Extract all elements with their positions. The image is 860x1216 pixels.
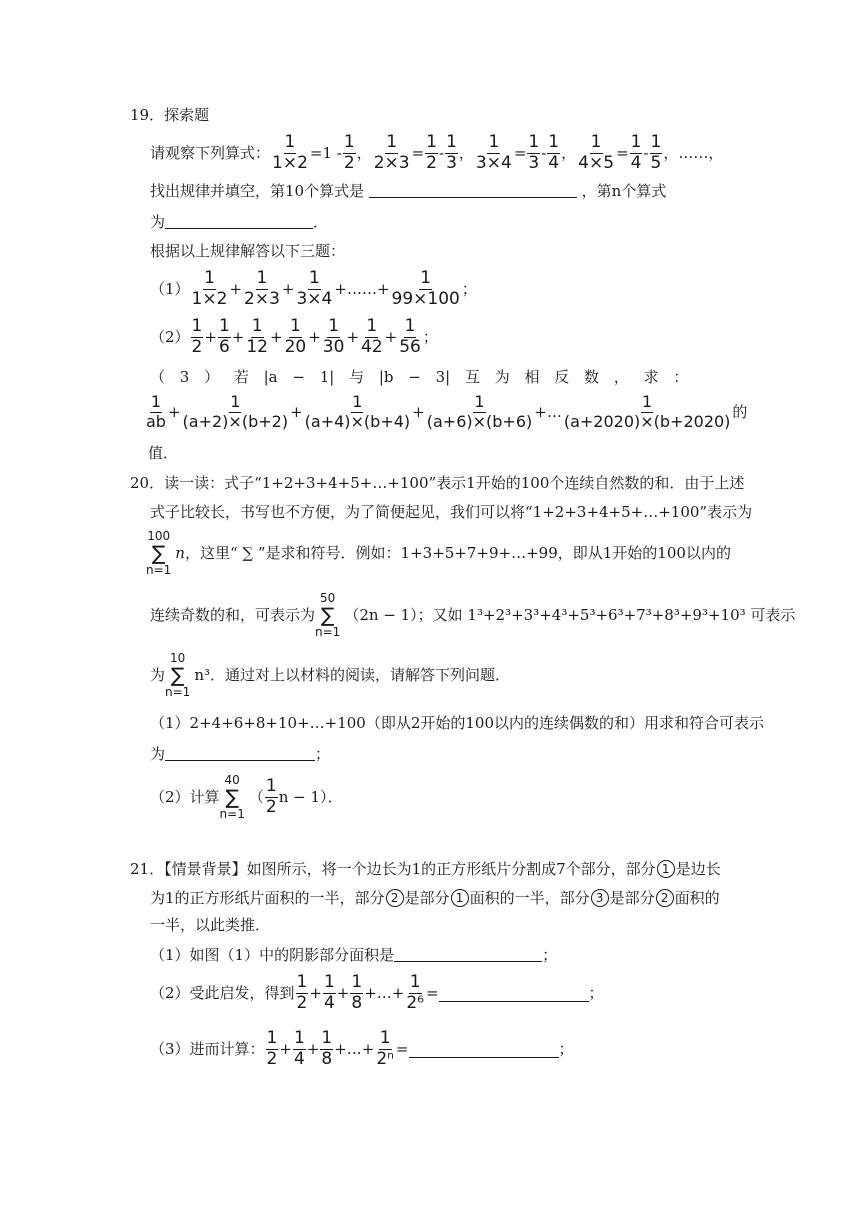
p2-term: $\frac{1}{20}$	[284, 316, 307, 357]
q21-part3: （3）进而计算： $\frac{1}{2}$ + $\frac{1}{4}$ + $\frac{1}{8}$ +…+ $\frac{1}{\text{2ⁿ}}$ = ；	[150, 1028, 574, 1069]
p2-term: $\frac{1}{12}$	[246, 316, 268, 357]
p3-de: 的	[732, 402, 748, 421]
circled-2: 2	[386, 889, 404, 907]
q19-eq3-eq: =	[513, 143, 527, 162]
q19-eq4-eq: =	[616, 143, 629, 162]
q19-part3-expr: $\frac{1}{ab}$ + $\frac{1}{(a+2)\times(b+2)}$ + $\frac{1}{(a+4)\times(b+4)}$ + $\frac{1}{(a+6)\times(b+6)}$ +… $\frac{1}{(a+2020)\times(b+2020)}$ 的	[146, 392, 748, 431]
p2-term: $\frac{1}{6}$	[218, 316, 230, 357]
p2-term: $\frac{1}{56}$	[399, 316, 421, 357]
q20-line4-text: 连续奇数的和，可表示为	[150, 605, 316, 624]
p-term: $\frac{1}{4}$	[323, 972, 335, 1013]
q19-part3-label: （ 3 ） 若 |a − 1| 与 |b − 3| 互 为 相 反 数 ， 求 ：	[150, 368, 689, 386]
q20-part1-blank-line	[150, 747, 330, 762]
q19-eq2-lhs: $\frac{1}{2\times 3}$	[373, 132, 410, 173]
p1-dots: +……+	[334, 279, 390, 298]
comma: ，	[356, 143, 372, 162]
p3-dots: +…	[534, 402, 562, 421]
answer-blank-nth[interactable]	[165, 227, 313, 229]
q21-part1-text: （1）如图（1）中的阴影部分面积是	[150, 946, 395, 964]
q19-eq2-b: $\frac{1}{3}$	[446, 132, 457, 173]
circled-1: 1	[451, 889, 469, 907]
q21-line2	[150, 889, 720, 907]
q21-line2-text: 是部分	[609, 889, 655, 907]
p1-term-3: $\frac{1}{3\times 4}$	[296, 268, 333, 309]
q20-line1: 20．读一读：式子“1+2+3+4+5+…+100”表示1开始的100个连续自然数的和．由于上述	[130, 474, 745, 492]
q21-line2-text: 面积的	[674, 889, 720, 907]
q19-part3-zhi: 值．	[148, 444, 179, 462]
q21-line1-text: 21．【情景背景】如图所示，将一个边长为1的正方形纸片分割成7个部分，部分	[130, 860, 656, 878]
equals: =	[425, 983, 439, 1002]
dots: +…+	[334, 1039, 375, 1058]
q20-part2	[150, 774, 343, 820]
p-term: $\frac{1}{2}$	[266, 1028, 278, 1069]
q19-tail: ，……，	[663, 143, 724, 162]
q21-line2-text: 是部分	[404, 889, 450, 907]
p-term: $\frac{1}{4}$	[293, 1028, 305, 1069]
p2-term: $\frac{1}{42}$	[361, 316, 383, 357]
q19-eq4-b: $\frac{1}{5}$	[650, 132, 662, 173]
var-n: n	[175, 543, 185, 562]
q21-line2-text: 面积的一半，部分	[469, 889, 590, 907]
q19-eq4-a: $\frac{1}{4}$	[630, 132, 642, 173]
sum-symbol-10: 10 ∑ n=1	[165, 651, 191, 699]
q21-part3-text: （3）进而计算：	[150, 1039, 265, 1058]
q19-eq2-minus: -	[439, 143, 445, 162]
q20-line2: 式子比较长，书写也不方便，为了简便起见，我们可以将“1+2+3+4+5+…+100”表示为	[150, 503, 753, 521]
q19-nth-text: ，第n个算式	[581, 182, 667, 200]
comma: ，	[458, 143, 474, 162]
q20-line3	[146, 530, 731, 576]
q19-intro: 请观察下列算式：	[150, 143, 271, 162]
q20-line4-text-b: （2n − 1）；又如 1³+2³+3³+4³+5³+6³+7³+8³+9³+10³ 可表示	[344, 605, 796, 624]
sum-symbol-40: 40 ∑ n=1	[219, 773, 245, 821]
semicolon: ；	[558, 1039, 574, 1058]
q20-part1: （1）2+4+6+8+10+…+100（即从2开始的100以内的连续偶数的和）用求和符合可表示	[150, 714, 765, 732]
q19-eq4-minus: -	[643, 143, 649, 162]
semicolon: ；	[315, 745, 331, 763]
semicolon: ；	[588, 983, 604, 1002]
part-label: （1）	[150, 279, 190, 298]
dots: +…+	[364, 983, 405, 1002]
q19-eq1-rhs: $\frac{1}{2}$	[343, 132, 355, 173]
q20-part2-tail: n − 1）．	[278, 787, 343, 806]
circled-2: 2	[656, 889, 674, 907]
sum-symbol-50: 50 ∑ n=1	[315, 591, 341, 639]
q19-eq2-a: $\frac{1}{2}$	[426, 132, 437, 173]
q20-wei: 为	[150, 745, 166, 763]
q20-line5	[150, 652, 510, 698]
q21-part1	[150, 948, 557, 963]
p1-term-1: $\frac{1}{1\times 2}$	[191, 268, 228, 309]
q19-title: 19．探索题	[130, 106, 210, 124]
p-term-last: $\frac{1}{\text{2⁶}}$	[406, 972, 424, 1013]
open-paren: （	[248, 787, 264, 806]
circled-1: 1	[657, 860, 675, 878]
p-term-last: $\frac{1}{\text{2ⁿ}}$	[376, 1028, 394, 1069]
q19-solve: 根据以上规律解答以下三题：	[150, 242, 346, 260]
q19-part2: （2） $\frac{1}{2}$ + $\frac{1}{6}$ + $\frac{1}{12}$ + $\frac{1}{20}$ + $\frac{1}{30}$ + $\frac{1}{42}$ + $\frac{1}{56}$ ；	[150, 316, 438, 357]
p1-term-2: $\frac{1}{2\times 3}$	[244, 268, 280, 309]
q19-eq4-lhs: $\frac{1}{4\times 5}$	[578, 132, 615, 173]
q19-eq2-eq: =	[411, 143, 425, 162]
p3-term-0: $\frac{1}{ab}$	[146, 392, 166, 431]
equals: =	[395, 1039, 409, 1058]
q19-eq1-lhs: $\frac{1}{1\times 2}$	[272, 132, 308, 173]
q19-eq3-a: $\frac{1}{3}$	[528, 132, 540, 173]
q19-find-line	[150, 184, 666, 199]
q19-find-text: 找出规律并填空，第10个算式是	[150, 182, 365, 200]
q21-line3: 一半，以此类推．	[150, 916, 271, 934]
p3-term-2: $\frac{1}{(a+4)\times(b+4)}$	[304, 392, 411, 431]
q19-eq3-minus: -	[541, 143, 547, 162]
q20-line5-text: n³．通过对上以材料的阅读，请解答下列问题．	[194, 665, 510, 684]
answer-blank-sum-2-6[interactable]	[439, 1000, 589, 1002]
p2-term: $\frac{1}{30}$	[322, 316, 345, 357]
q19-period: ．	[313, 213, 329, 231]
q21-line1-tail: 是边长	[675, 860, 721, 878]
p3-term-1: $\frac{1}{(a+2)\times(b+2)}$	[182, 392, 289, 431]
q19-eq1-op: =1 -	[309, 143, 342, 162]
q20-wei: 为	[150, 665, 166, 684]
p1-term-last: $\frac{1}{99\times 100}$	[391, 268, 460, 309]
p-term: $\frac{1}{2}$	[296, 972, 308, 1013]
part-label: （2）	[150, 327, 190, 346]
p-term: $\frac{1}{8}$	[321, 1028, 333, 1069]
q20-line4	[150, 592, 795, 638]
q20-part2-label: （2）计算	[150, 787, 220, 806]
semicolon: ；	[542, 946, 558, 964]
semicolon: ；	[422, 327, 438, 346]
p-term: $\frac{1}{8}$	[351, 972, 363, 1013]
answer-blank-10th[interactable]	[369, 196, 577, 198]
q21-part2: （2）受此启发，得到 $\frac{1}{2}$ + $\frac{1}{4}$ + $\frac{1}{8}$ +…+ $\frac{1}{\text{2⁶}}$ = ；	[150, 972, 604, 1013]
p3-term-3: $\frac{1}{(a+6)\times(b+6)}$	[426, 392, 533, 431]
semicolon: ；	[461, 279, 477, 298]
half-fraction: $\frac{1}{2}$	[265, 775, 277, 817]
q19-wei: 为	[150, 213, 166, 231]
comma: ，	[561, 143, 577, 162]
p2-term: $\frac{1}{2}$	[191, 316, 203, 357]
answer-blank-sum[interactable]	[165, 759, 315, 761]
sum-symbol-100: 100 ∑ n=1	[146, 529, 172, 577]
q19-eq3-b: $\frac{1}{4}$	[548, 132, 560, 173]
q19-part1: （1） $\frac{1}{1\times 2}$ + $\frac{1}{2\times 3}$ + $\frac{1}{3\times 4}$ +……+ $\frac{1}{99\times 100}$ ；	[150, 268, 477, 309]
q19-wei-line	[150, 215, 328, 230]
q19-eq3-lhs: $\frac{1}{3\times 4}$	[475, 132, 512, 173]
q21-line2-text: 为1的正方形纸片面积的一半，部分	[150, 889, 385, 907]
answer-blank-sum-2-n[interactable]	[409, 1056, 559, 1058]
q21-line1	[130, 860, 721, 878]
q21-part2-text: （2）受此启发，得到	[150, 983, 295, 1002]
answer-blank-shaded-area[interactable]	[394, 960, 542, 962]
q19-formula-row	[150, 134, 723, 173]
p3-term-last: $\frac{1}{(a+2020)\times(b+2020)}$	[563, 392, 731, 431]
circled-3: 3	[591, 889, 609, 907]
q20-line3-text: ，这里“ ∑ ”是求和符号．例如：1+3+5+7+9+…+99，即从1开始的100以内的	[184, 543, 731, 562]
